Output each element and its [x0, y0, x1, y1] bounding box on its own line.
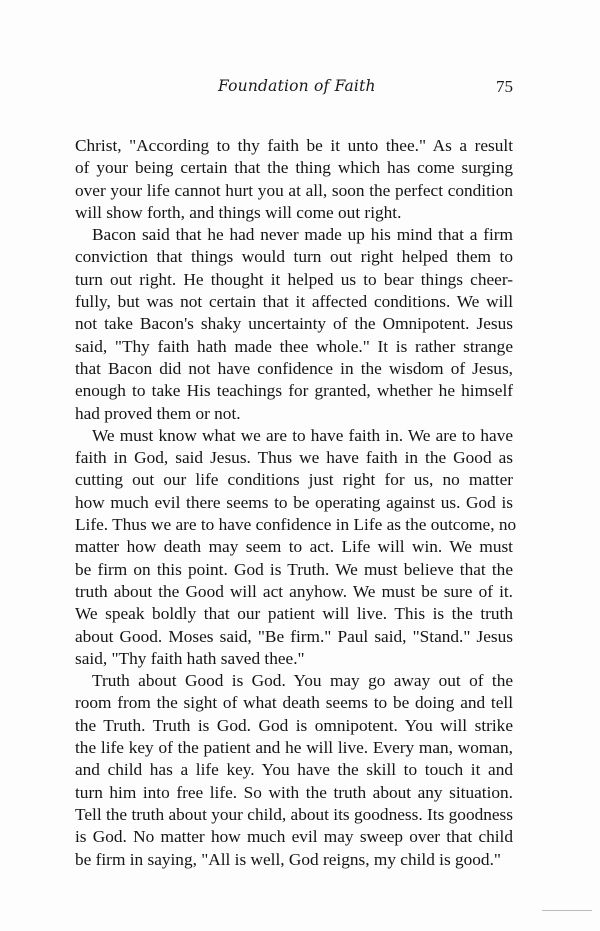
- text-line: of your being certain that the thing which has come surging: [75, 158, 513, 178]
- text-line: said, "Thy faith hath saved thee.": [75, 648, 305, 668]
- text-line: will show forth, and things will come out right.: [75, 202, 402, 222]
- text-line: that Bacon did not have confidence in the wisdom of Jesus,: [75, 358, 513, 378]
- paragraph: [75, 425, 517, 670]
- page-number: 75: [496, 77, 513, 96]
- text-line: truth about the Good will act anyhow. We must be sure of it.: [75, 581, 513, 601]
- paragraph: [75, 135, 513, 224]
- text-line: said, "Thy faith hath made thee whole." It is rather strange: [75, 336, 513, 356]
- running-head: [75, 77, 513, 101]
- text-line: is God. No matter how much evil may sweep over that child: [75, 827, 513, 847]
- text-line: had proved them or not.: [75, 403, 241, 423]
- text-line: enough to take His teachings for granted, whether he himself: [75, 381, 513, 401]
- text-line: how much evil there seems to be operating against us. God is: [75, 492, 513, 512]
- text-line: faith in God, said Jesus. Thus we have faith in the Good as: [75, 448, 513, 468]
- text-line: room from the sight of what death seems to be doing and tell: [75, 693, 513, 713]
- text-line: turn him into free life. So with the truth about any situation.: [75, 782, 513, 802]
- text-line: We must know what we are to have faith in. We are to have: [92, 425, 513, 445]
- text-line: Bacon said that he had never made up his mind that a firm: [92, 225, 513, 245]
- text-line: and child has a life key. You have the skill to touch it and: [75, 760, 513, 780]
- text-line: conviction that things would turn out right helped them to: [75, 247, 513, 267]
- text-line: matter how death may seem to act. Life will win. We must: [75, 537, 513, 557]
- text-line: Christ, "According to thy faith be it unto thee." As a result: [75, 136, 513, 155]
- text-line: be firm on this point. God is Truth. We must believe that the: [75, 559, 513, 579]
- text-line: be firm in saying, "All is well, God reigns, my child is good.": [75, 849, 501, 869]
- text-line: We speak boldly that our patient will live. This is the truth: [75, 604, 513, 624]
- text-line: cutting out our life conditions just right for us, no matter: [75, 470, 513, 490]
- text-line: fully, but was not certain that it affected conditions. We will: [75, 292, 513, 312]
- scan-artifact: [542, 910, 592, 911]
- text-line: Truth about Good is God. You may go away out of the: [92, 671, 513, 691]
- paragraph: [75, 224, 513, 425]
- text-line: turn out right. He thought it helped us to bear things cheer-: [75, 269, 513, 289]
- text-line: over your life cannot hurt you at all, soon the perfect condition: [75, 180, 513, 200]
- text-line: the life key of the patient and he will live. Every man, woman,: [75, 738, 513, 758]
- chapter-title: Foundation of Faith: [218, 77, 376, 95]
- text-line: about Good. Moses said, "Be firm." Paul said, "Stand." Jesus: [75, 626, 513, 646]
- body-text: [75, 135, 517, 871]
- text-line: not take Bacon's shaky uncertainty of the Omnipotent. Jesus: [75, 314, 513, 334]
- text-line: the Truth. Truth is God. God is omnipotent. You will strike: [75, 715, 513, 735]
- text-line: Tell the truth about your child, about its goodness. Its goodness: [75, 804, 513, 824]
- text-line: Life. Thus we are to have confidence in Life as the outcome, no: [75, 515, 517, 535]
- paragraph: [75, 670, 513, 871]
